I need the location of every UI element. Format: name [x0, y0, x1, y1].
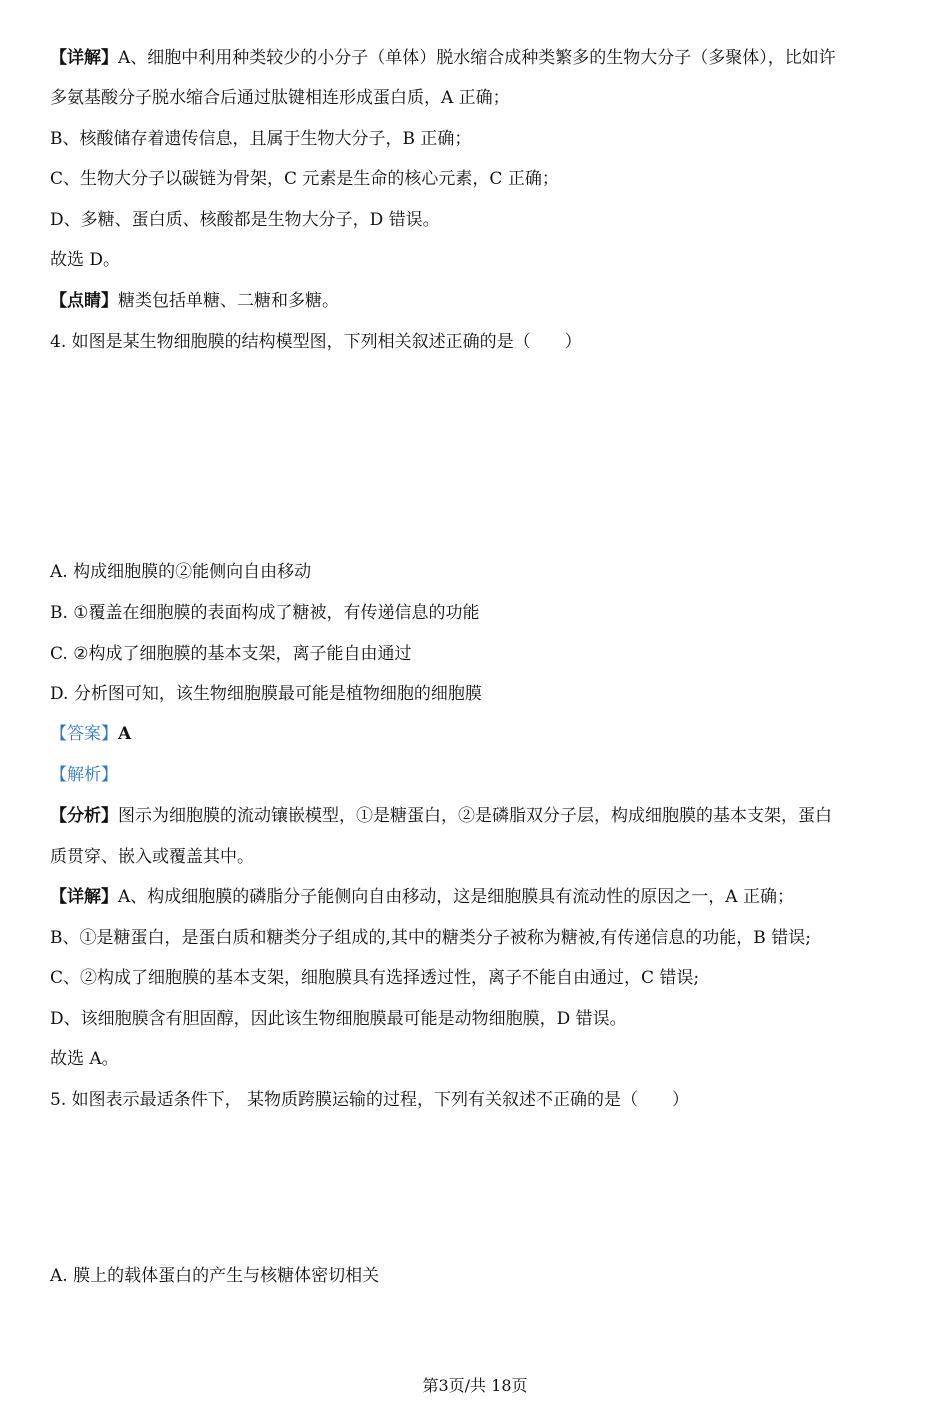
note-line	[50, 289, 892, 313]
body-line: 多氨基酸分子脱水缩合后通过肽键相连形成蛋白质，A 正确；	[50, 88, 510, 108]
detail-tag: 【详解】	[50, 887, 118, 907]
question-5-figure-area	[50, 1118, 892, 1258]
body-line: B、核酸储存着遗传信息，且属于生物大分子，B 正确；	[50, 129, 472, 149]
option-b: B. ①覆盖在细胞膜的表面构成了糖被，有传递信息的功能	[50, 603, 480, 623]
detail-line	[50, 885, 892, 909]
answer-tag: 【答案】	[50, 724, 118, 744]
detail-tag: 【详解】	[50, 48, 118, 68]
analysis-tag: 【解析】	[50, 765, 118, 785]
analysis-heading	[50, 763, 892, 787]
option-a: A. 膜上的载体蛋白的产生与核糖体密切相关	[50, 1266, 380, 1286]
body-line: 质贯穿、嵌入或覆盖其中。	[50, 847, 254, 867]
answer-value: A	[118, 724, 132, 744]
body-text: 糖类包括单糖、二糖和多糖。	[118, 291, 339, 311]
question-4-stem: 4. 如图是某生物细胞膜的结构模型图，下列相关叙述正确的是（ ）	[50, 332, 582, 352]
option-a: A. 构成细胞膜的②能侧向自由移动	[50, 562, 312, 582]
note-tag: 【点睛】	[50, 291, 118, 311]
conclusion-line: 故选 A。	[50, 1049, 119, 1069]
conclusion-line: 故选 D。	[50, 250, 121, 270]
body-text: 图示为细胞膜的流动镶嵌模型，①是糖蛋白，②是磷脂双分子层，构成细胞膜的基本支架，蛋白	[118, 806, 832, 826]
body-line: C、生物大分子以碳链为骨架，C 元素是生命的核心元素，C 正确；	[50, 169, 559, 189]
paragraph-detail-1	[50, 46, 892, 70]
option-d: D. 分析图可知，该生物细胞膜最可能是植物细胞的细胞膜	[50, 684, 482, 704]
answer-line	[50, 722, 892, 746]
option-c: C. ②构成了细胞膜的基本支架，离子能自由通过	[50, 644, 412, 664]
body-line: D、该细胞膜含有胆固醇，因此该生物细胞膜最可能是动物细胞膜，D 错误。	[50, 1009, 627, 1029]
analysis-subtag: 【分析】	[50, 806, 118, 826]
body-text: A、构成细胞膜的磷脂分子能侧向自由移动，这是细胞膜具有流动性的原因之一，A 正确；	[118, 887, 794, 907]
body-line: D、多糖、蛋白质、核酸都是生物大分子，D 错误。	[50, 210, 440, 230]
page-footer: 第3页/共 18页	[422, 1376, 528, 1395]
question-4-figure-area	[50, 360, 892, 555]
analysis-line	[50, 804, 892, 828]
body-line: B、①是糖蛋白，是蛋白质和糖类分子组成的,其中的糖类分子被称为糖被,有传递信息的功能，B 错误;	[50, 928, 811, 948]
body-text: A、细胞中利用种类较少的小分子（单体）脱水缩合成种类繁多的生物大分子（多聚体），比如许	[118, 48, 836, 68]
body-line: C、②构成了细胞膜的基本支架，细胞膜具有选择透过性，离子不能自由通过，C 错误;	[50, 968, 700, 988]
question-5-stem: 5. 如图表示最适条件下， 某物质跨膜运输的过程，下列有关叙述不正确的是（ ）	[50, 1090, 690, 1110]
